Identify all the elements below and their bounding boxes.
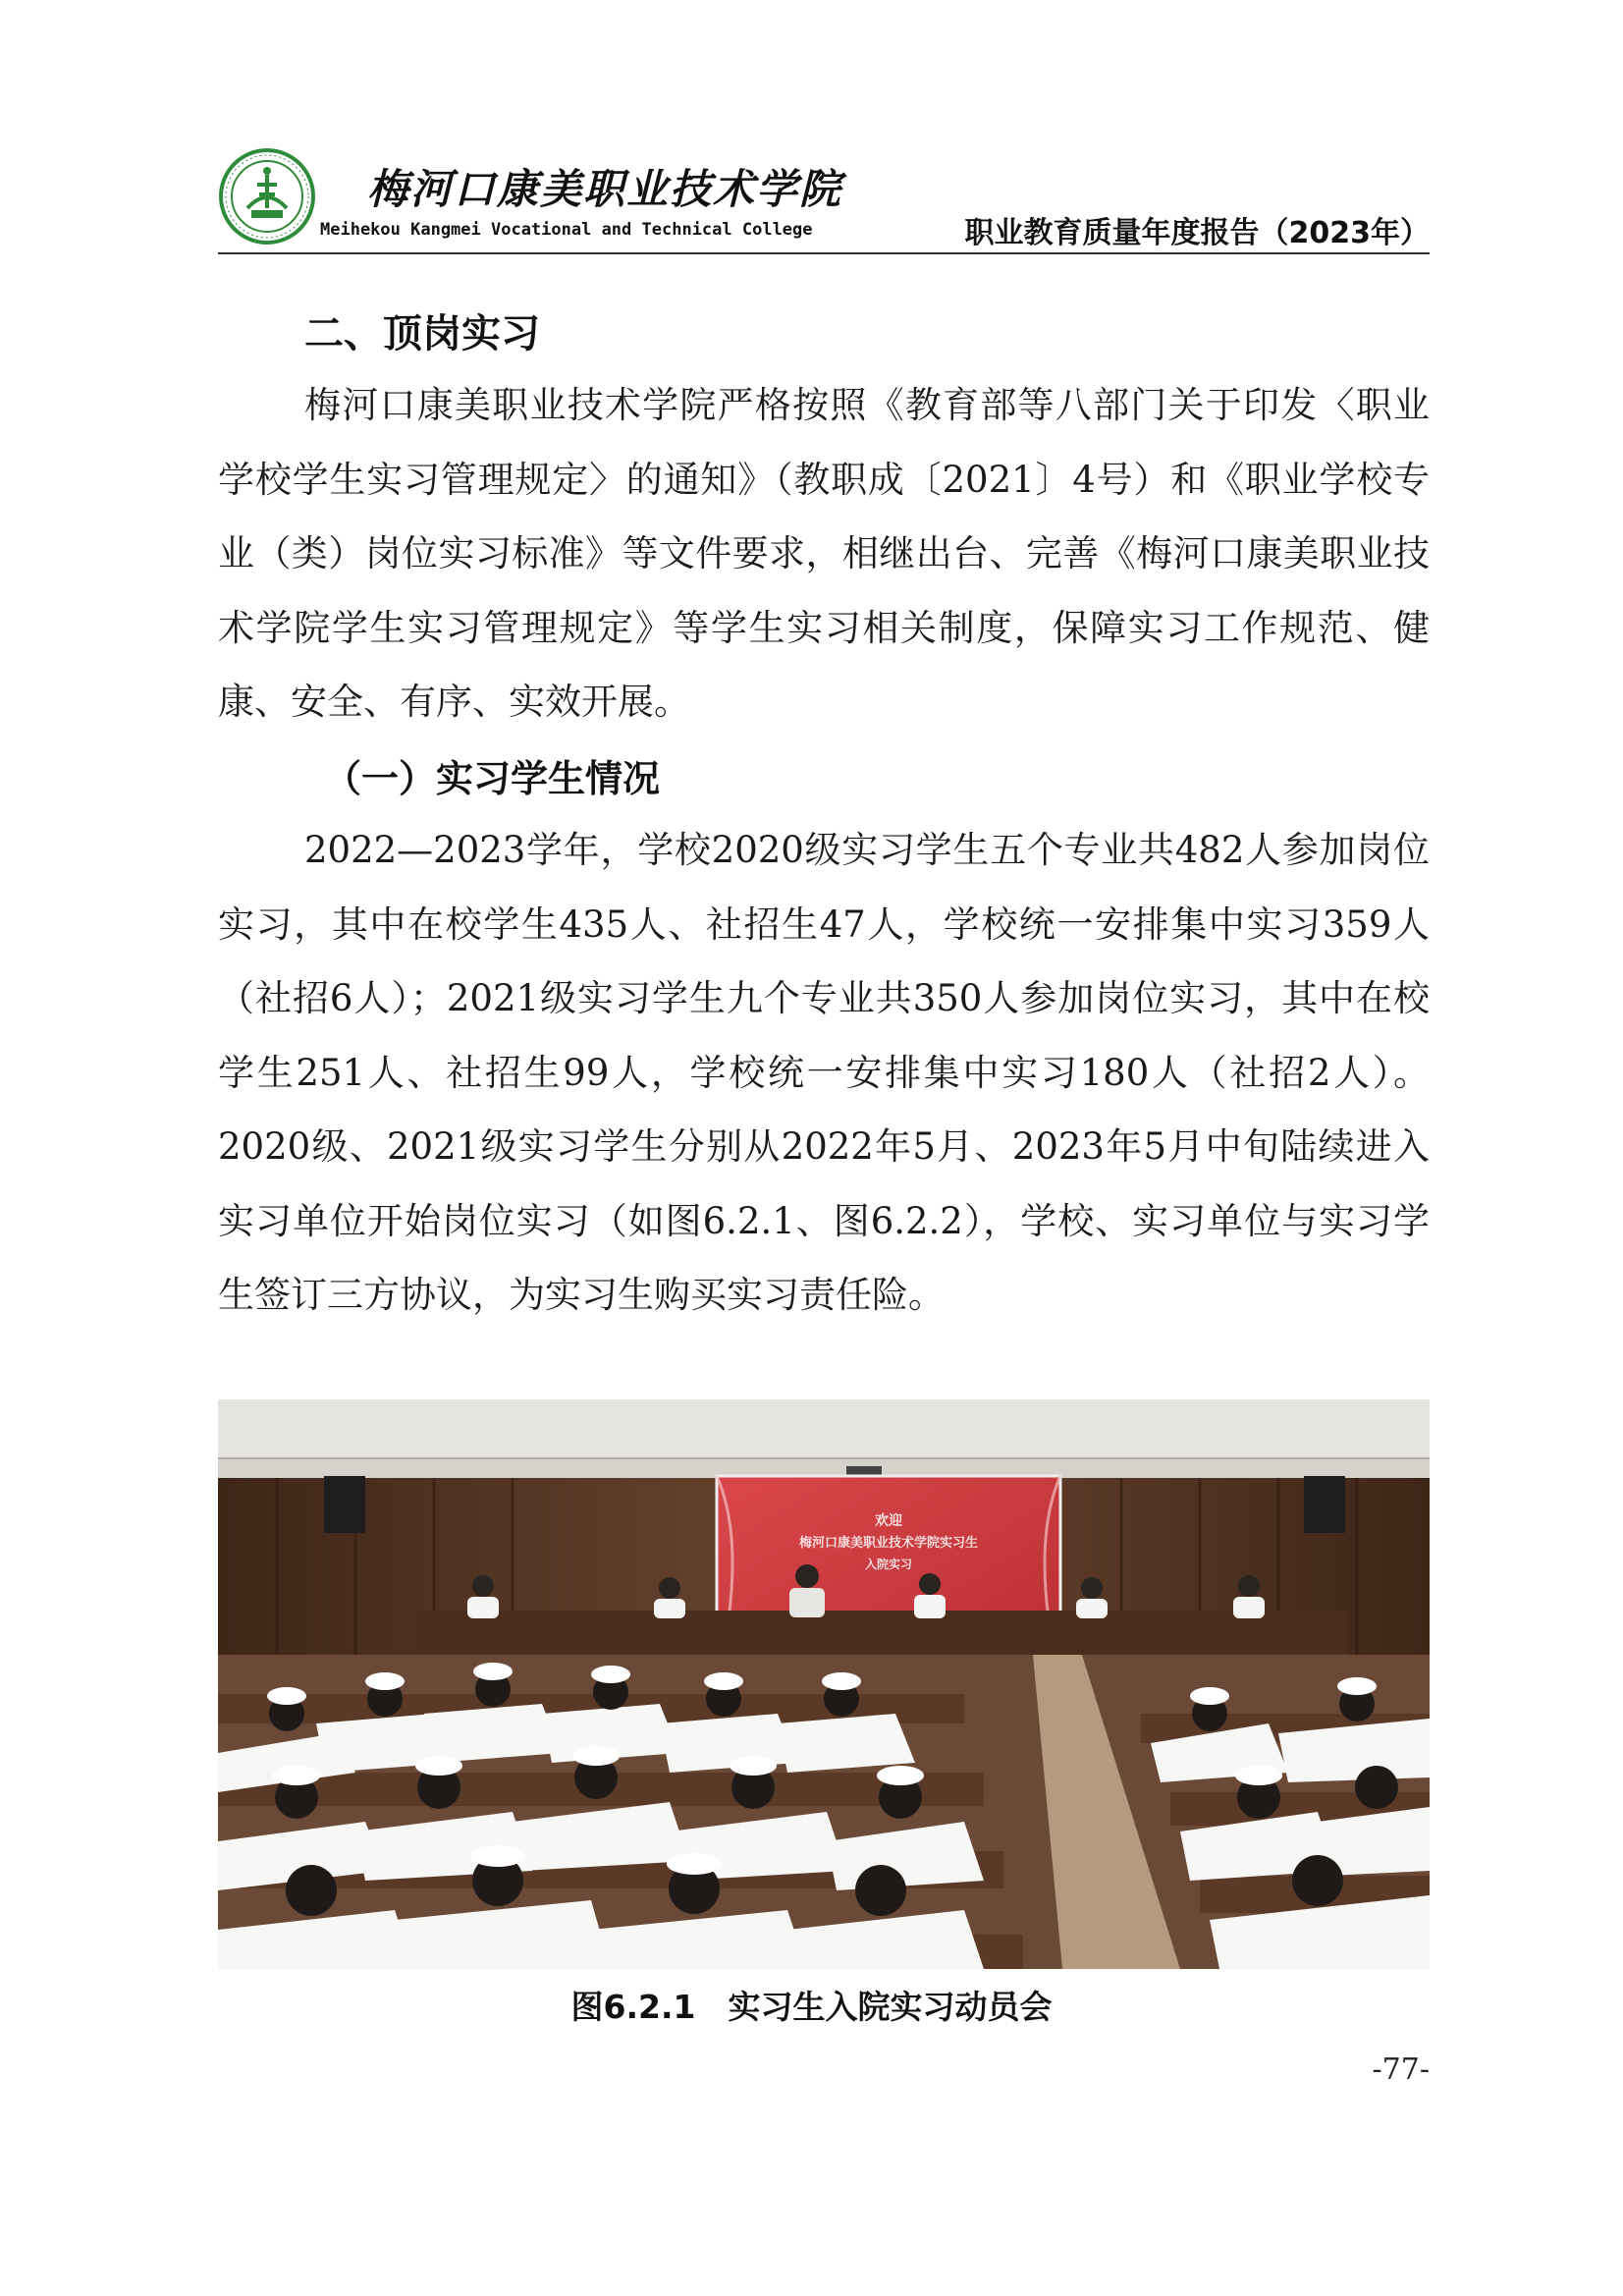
school-logo-icon: [218, 147, 316, 246]
section-title: 二、顶岗实习: [304, 311, 540, 356]
header-divider: [218, 252, 1430, 254]
report-title: 职业教育质量年度报告（2023年）: [964, 216, 1430, 250]
figure-caption: 图6.2.1 实习生入院实习动员会: [570, 1988, 1053, 2026]
subsection-title: （一）实习学生情况: [324, 756, 661, 800]
screen-text-welcome: 欢迎: [875, 1513, 902, 1529]
screen-text-school: 梅河口康美职业技术学院实习生: [798, 1536, 979, 1551]
screen-text-event: 入院实习: [864, 1558, 913, 1571]
school-name-cn: 梅河口康美职业技术学院: [367, 165, 843, 213]
paragraph-intro: 梅河口康美职业技术学院严格按照《教育部等八部门关于印发〈职业学校学生实习管理规定〉的通知》（教职成〔2021〕4号）和《职业学校专业（类）岗位实习标准》等文件要求，相继出台、完善《梅河口康美职业技术学院学生实习管理规定》等学生实习相关制度，保障实习工作规范、健康、安全、有序、实效开展。: [218, 384, 1430, 723]
mobilization-meeting-photo: [218, 1399, 1430, 1969]
school-name-en: Meihekou Kangmei Vocational and Technical College: [320, 220, 813, 240]
paragraph-students: 2022—2023学年，学校2020级实习学生五个专业共482人参加岗位实习，其中在校学生435人、社招生47人，学校统一安排集中实习359人（社招6人）；2021级实习学生九个专业共350人参加岗位实习，其中在校学生251人、社招生99人，学校统一安排集中实习180人（社招2人）。2020级、2021级实习学生分别从2022年5月、2023年5月中旬陆续进入实习单位开始岗位实习（如图6.2.1、图6.2.2），学校、实习单位与实习学生签订三方协议，为实习生购买实习责任险。: [218, 829, 1430, 1316]
page-header: [218, 137, 1430, 253]
page-number: -77-: [1372, 2052, 1430, 2087]
